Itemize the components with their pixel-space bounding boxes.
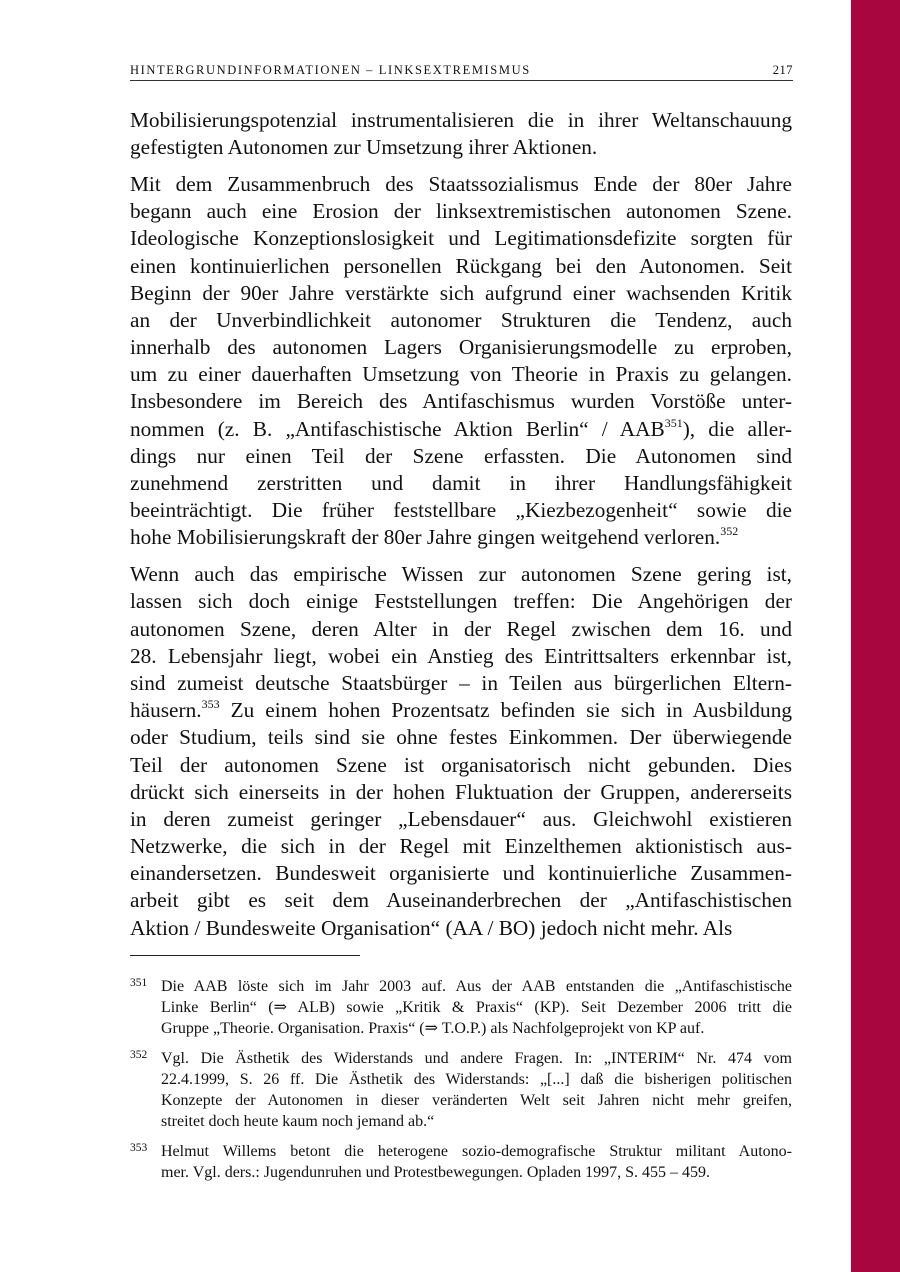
footnote-number: 351 xyxy=(130,977,148,989)
text-line: nommen (z. B. „Antifaschistische Aktion Berlin“ / AAB$^{351}$), die aller- xyxy=(130,415,792,441)
text-line: oder Studium, teils sind sie ohne festes Einkommen. Der überwiegende xyxy=(130,725,792,750)
text-line: Mobilisierungspotenzial instrumentalisieren die in ihrer Weltanschauung xyxy=(130,108,792,132)
text-line: Wenn auch das empirische Wissen zur autonomen Szene gering ist, xyxy=(130,562,792,587)
text-line: zunehmend zerstritten und damit in ihrer Handlungsfähigkeit xyxy=(130,471,792,496)
paragraph-gap xyxy=(130,552,792,562)
text-line: beeinträchtigt. Die früher feststellbare „Kiezbezogenheit“ sowie die xyxy=(130,498,792,523)
text-line: einen kontinuierlichen personellen Rückgang bei den Autonomen. Seit xyxy=(130,253,792,278)
text-line: Aktion / Bundesweite Organisation“ (AA / BO) jedoch nicht mehr. Als xyxy=(130,915,733,940)
footnote-line: Vgl. Die Ästhetik des Widerstands und andere Fragen. In: „INTERIM“ Nr. 474 vom xyxy=(161,1050,792,1067)
paragraph-gap xyxy=(130,161,792,171)
text-line: arbeit gibt es seit dem Auseinanderbrechen der „Antifaschistischen xyxy=(130,888,792,913)
body-text xyxy=(130,107,792,942)
text-line: einandersetzen. Bundesweit organisierte und kontinuierliche Zusammen- xyxy=(130,861,792,886)
footnotes xyxy=(130,976,792,1192)
paragraph xyxy=(130,107,792,161)
text-line: begann auch eine Erosion der linksextremistischen autonomen Szene. xyxy=(130,199,792,224)
footnote-line: Linke Berlin“ (⇒ ALB) sowie „Kritik & Praxis“ (KP). Seit Dezember 2006 tritt die xyxy=(161,999,792,1016)
text-line: Mit dem Zusammenbruch des Staatssozialismus Ende der 80er Jahre xyxy=(130,171,792,196)
footnote-number: 353 xyxy=(130,1142,148,1154)
side-color-bar xyxy=(851,0,900,1272)
footnote-divider xyxy=(130,955,360,956)
text-line: hohe Mobilisierungskraft der 80er Jahre gingen weitgehend verloren.$^{352}$ xyxy=(130,524,739,550)
footnote-ref: 352 xyxy=(720,524,739,539)
text-line: lassen sich doch einige Feststellungen treffen: Die Angehörigen der xyxy=(130,589,792,614)
footnote-line: Gruppe „Theorie. Organisation. Praxis“ (⇒ T.O.P.) als Nachfolgeprojekt von KP auf. xyxy=(161,1020,705,1037)
footnote-line: streitet doch heute kaum noch jemand ab.“ xyxy=(161,1113,435,1130)
paragraph xyxy=(130,561,792,942)
text-line: Insbesondere im Bereich des Antifaschismus wurden Vorstöße unter- xyxy=(130,389,792,414)
paragraph xyxy=(130,171,792,552)
text-line: häusern.$^{353}$ Zu einem hohen Prozentsatz befinden sie sich in Ausbildung xyxy=(130,697,792,723)
footnote-line: 22.4.1999, S. 26 ff. Die Ästhetik des Widerstands: „[...] daß die bisherigen politischen xyxy=(161,1071,792,1088)
text-line: in deren zumeist geringer „Lebensdauer“ aus. Gleichwohl existieren xyxy=(130,806,792,831)
footnote-ref: 351 xyxy=(664,415,683,430)
footnote-line: Helmut Willems betont die heterogene sozio-demografische Struktur militant Autono- xyxy=(161,1143,792,1160)
text-line: um zu einer dauerhaften Umsetzung von Theorie in Praxis zu gelangen. xyxy=(130,362,792,387)
text-line: autonomen Szene, deren Alter in der Regel zwischen dem 16. und xyxy=(130,616,792,641)
header-title: HINTERGRUNDINFORMATIONEN – LINKSEXTREMISMUS xyxy=(130,63,531,77)
footnote xyxy=(130,1048,792,1132)
text-line: Beginn der 90er Jahre verstärkte sich aufgrund einer wachsenden Kritik xyxy=(130,280,792,305)
text-line: drückt sich einerseits in der hohen Fluktuation der Gruppen, andererseits xyxy=(130,779,792,804)
footnote xyxy=(130,976,792,1039)
text-line: Ideologische Konzeptionslosigkeit und Legitimationsdefizite sorgten für xyxy=(130,226,792,251)
footnote xyxy=(130,1141,792,1183)
running-header xyxy=(130,62,793,81)
text-line: dings nur einen Teil der Szene erfassten. Die Autonomen sind xyxy=(130,443,792,468)
footnote-line: Konzepte der Autonomen in dieser veränderten Welt seit Jahren nicht mehr greifen, xyxy=(161,1092,792,1109)
text-line: innerhalb des autonomen Lagers Organisierungsmodelle zu erproben, xyxy=(130,335,792,360)
text-line: Netzwerke, die sich in der Regel mit Einzelthemen aktionistisch aus- xyxy=(130,834,792,859)
footnote-line: mer. Vgl. ders.: Jugendunruhen und Protestbewegungen. Opladen 1997, S. 455 – 459. xyxy=(161,1164,710,1181)
text-line: 28. Lebensjahr liegt, wobei ein Anstieg des Eintrittsalters erkennbar ist, xyxy=(130,643,792,668)
text-line: Teil der autonomen Szene ist organisatorisch nicht gebunden. Dies xyxy=(130,752,792,777)
text-line: an der Unverbindlichkeit autonomer Strukturen die Tendenz, auch xyxy=(130,307,792,332)
text-line: gefestigten Autonomen zur Umsetzung ihrer Aktionen. xyxy=(130,135,598,160)
footnote-number: 352 xyxy=(130,1049,148,1061)
text-line: sind zumeist deutsche Staatsbürger – in Teilen aus bürgerlichen Eltern- xyxy=(130,670,792,695)
footnote-line: Die AAB löste sich im Jahr 2003 auf. Aus der AAB entstanden die „Antifaschistische xyxy=(161,978,792,995)
footnote-ref: 353 xyxy=(201,697,220,712)
page-number: 217 xyxy=(772,63,793,77)
